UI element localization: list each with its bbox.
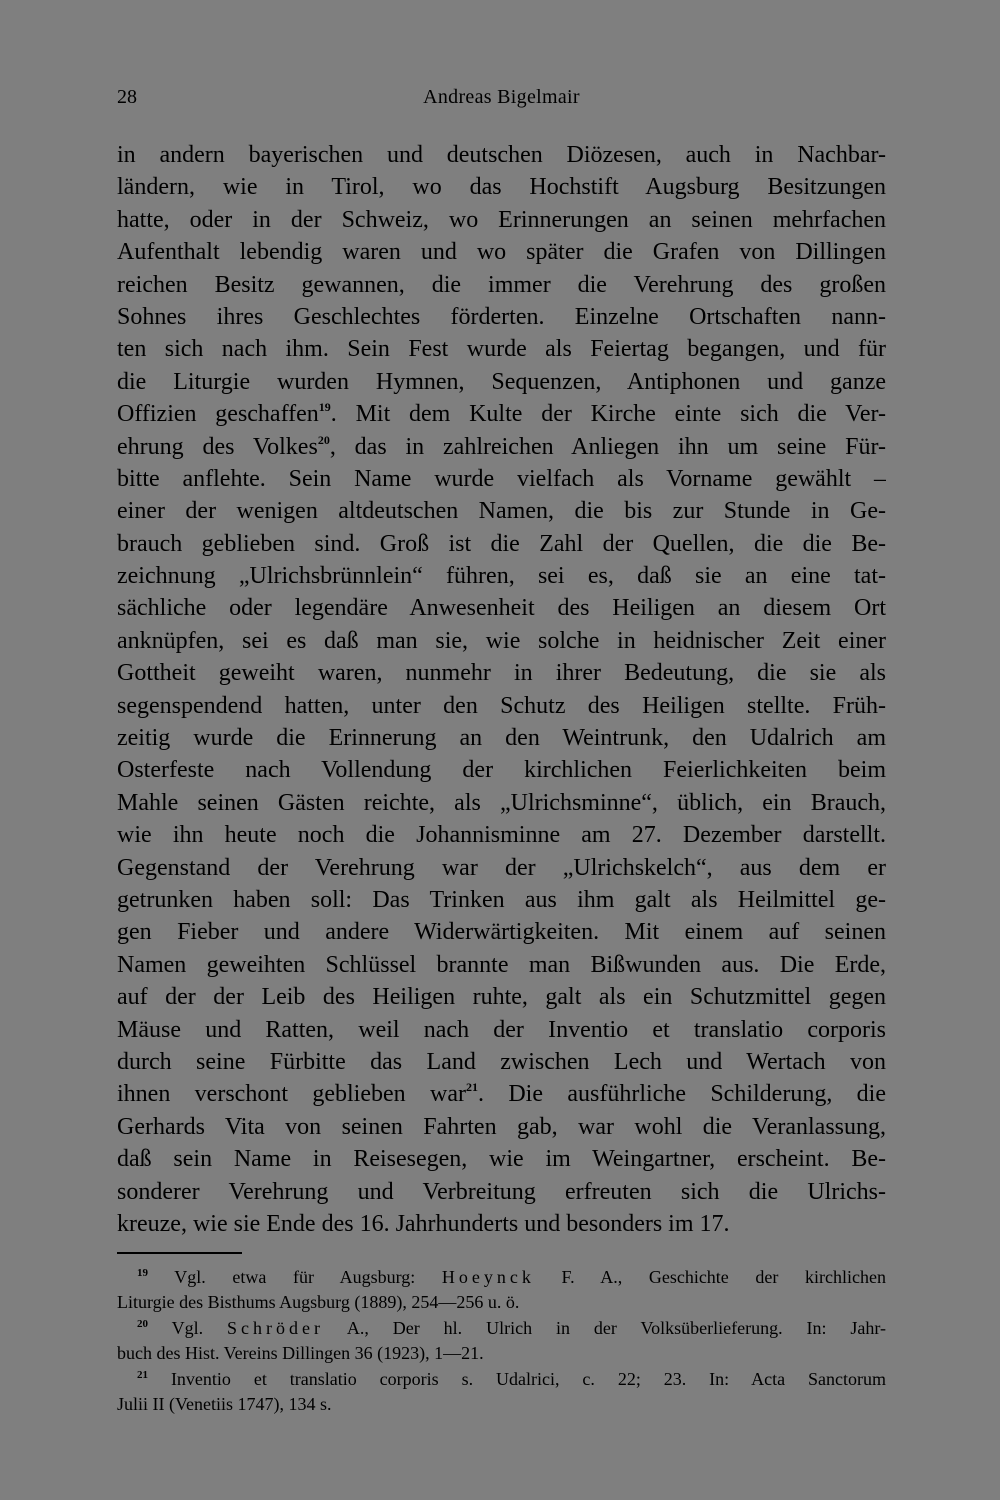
- text-line: Mäuse und Ratten, weil nach der Inventio et translatio corporis: [117, 1016, 886, 1043]
- text-line: Gerhards Vita von seinen Fahrten gab, war wohl die Veranlassung,: [117, 1113, 886, 1140]
- text-line: anknüpfen, sei es daß man sie, wie solche in heidnischer Zeit einer: [117, 627, 886, 654]
- footnote-21-cont: Julii II (Venetiis 1747), 134 s.: [117, 1393, 332, 1414]
- text-line: hatte, oder in der Schweiz, wo Erinnerungen an seinen mehrfachen: [117, 206, 886, 233]
- text-line: gen Fieber und andere Widerwärtigkeiten. Mit einem auf seinen: [117, 919, 886, 946]
- footnote-ref-21: 21: [465, 1080, 478, 1095]
- text-line: Osterfeste nach Vollendung der kirchlichen Feierlichkeiten beim: [117, 757, 886, 784]
- footnote-19: $^{19}$ Vgl. etwa für Augsburg: Hoeynck F. A., Geschichte der kirchlichen: [137, 1267, 886, 1287]
- text-line: ländern, wie in Tirol, wo das Hochstift Augsburg Besitzungen: [117, 174, 886, 201]
- footnote-ref-19: 19: [318, 400, 331, 415]
- running-head: Andreas Bigelmair: [423, 86, 580, 108]
- text-line: reichen Besitz gewannen, die immer die Verehrung des großen: [117, 271, 886, 298]
- text-line: die Liturgie wurden Hymnen, Sequenzen, Antiphonen und ganze: [117, 368, 886, 395]
- footnote-20-cont: buch des Hist. Vereins Dillingen 36 (1923), 1—21.: [117, 1343, 484, 1364]
- text-line: ihnen verschont geblieben war$^{21}$. Die ausführliche Schilderung, die: [117, 1080, 886, 1108]
- text-line: Gegenstand der Verehrung war der „Ulrichskelch“, aus dem er: [117, 854, 886, 881]
- text-line: Gottheit geweiht waren, nunmehr in ihrer Bedeutung, die sie als: [117, 660, 886, 687]
- text-line: Mahle seinen Gästen reichte, als „Ulrichsminne“, üblich, ein Brauch,: [117, 789, 886, 816]
- text-line: ehrung des Volkes$^{20}$, das in zahlreichen Anliegen ihn um seine Für-: [117, 432, 886, 460]
- page-header: [117, 86, 886, 116]
- author-name: Schröder: [227, 1317, 324, 1338]
- page-number: 28: [117, 86, 137, 108]
- text-line: in andern bayerischen und deutschen Diözesen, auch in Nachbar-: [117, 142, 886, 168]
- text-line: Offizien geschaffen$^{19}$. Mit dem Kulte der Kirche einte sich die Ver-: [117, 400, 886, 428]
- text-line: zeitig wurde die Erinnerung an den Weintrunk, den Udalrich am: [117, 725, 886, 752]
- text-line: Namen geweihten Schlüssel brannte man Bißwunden aus. Die Erde,: [117, 951, 886, 978]
- text-line: brauch geblieben sind. Groß ist die Zahl der Quellen, die die Be-: [117, 530, 886, 557]
- text-line: Sohnes ihres Geschlechtes förderten. Einzelne Ortschaften nann-: [117, 303, 886, 330]
- footnotes: [117, 1265, 886, 1417]
- text-line: ten sich nach ihm. Sein Fest wurde als Feiertag begangen, und für: [117, 336, 886, 363]
- footnote-21: $^{21}$ Inventio et translatio corporis s. Udalrici, c. 22; 23. In: Acta Sanctorum: [137, 1368, 886, 1389]
- text-line: sächliche oder legendäre Anwesenheit des Heiligen an diesem Ort: [117, 595, 886, 622]
- text-line: auf der der Leib des Heiligen ruhte, galt als ein Schutzmittel gegen: [117, 984, 886, 1011]
- footnote-20: $^{20}$ Vgl. Schröder A., Der hl. Ulrich in der Volksüberlieferung. In: Jahr-: [137, 1317, 886, 1338]
- text-line: zeichnung „Ulrichsbrünnlein“ führen, sei es, daß sie an eine tat-: [117, 563, 886, 590]
- text-line: einer der wenigen altdeutschen Namen, die bis zur Stunde in Ge-: [117, 498, 886, 525]
- text-line: bitte anflehte. Sein Name wurde vielfach als Vorname gewählt –: [117, 465, 886, 492]
- footnote-19-cont: Liturgie des Bisthums Augsburg (1889), 254—256 u. ö.: [117, 1292, 520, 1313]
- text-line: daß sein Name in Reisesegen, wie im Weingartner, erscheint. Be-: [117, 1146, 886, 1173]
- footnote-divider: [117, 1252, 242, 1254]
- body-text: [117, 139, 886, 1240]
- text-line: durch seine Fürbitte das Land zwischen Lech und Wertach von: [117, 1048, 886, 1075]
- text-line: Aufenthalt lebendig waren und wo später die Grafen von Dillingen: [117, 239, 886, 266]
- footnote-ref-20: 20: [317, 432, 330, 447]
- text-line: wie ihn heute noch die Johannisminne am 27. Dezember darstellt.: [117, 822, 886, 849]
- text-line: segenspendend hatten, unter den Schutz des Heiligen stellte. Früh-: [117, 692, 886, 719]
- text-line: sonderer Verehrung und Verbreitung erfreuten sich die Ulrichs-: [117, 1178, 886, 1205]
- author-name: Hoeynck: [441, 1267, 535, 1287]
- text-line: kreuze, wie sie Ende des 16. Jahrhunderts und besonders im 17.: [117, 1210, 730, 1237]
- text-line: getrunken haben soll: Das Trinken aus ihm galt als Heilmittel ge-: [117, 886, 886, 913]
